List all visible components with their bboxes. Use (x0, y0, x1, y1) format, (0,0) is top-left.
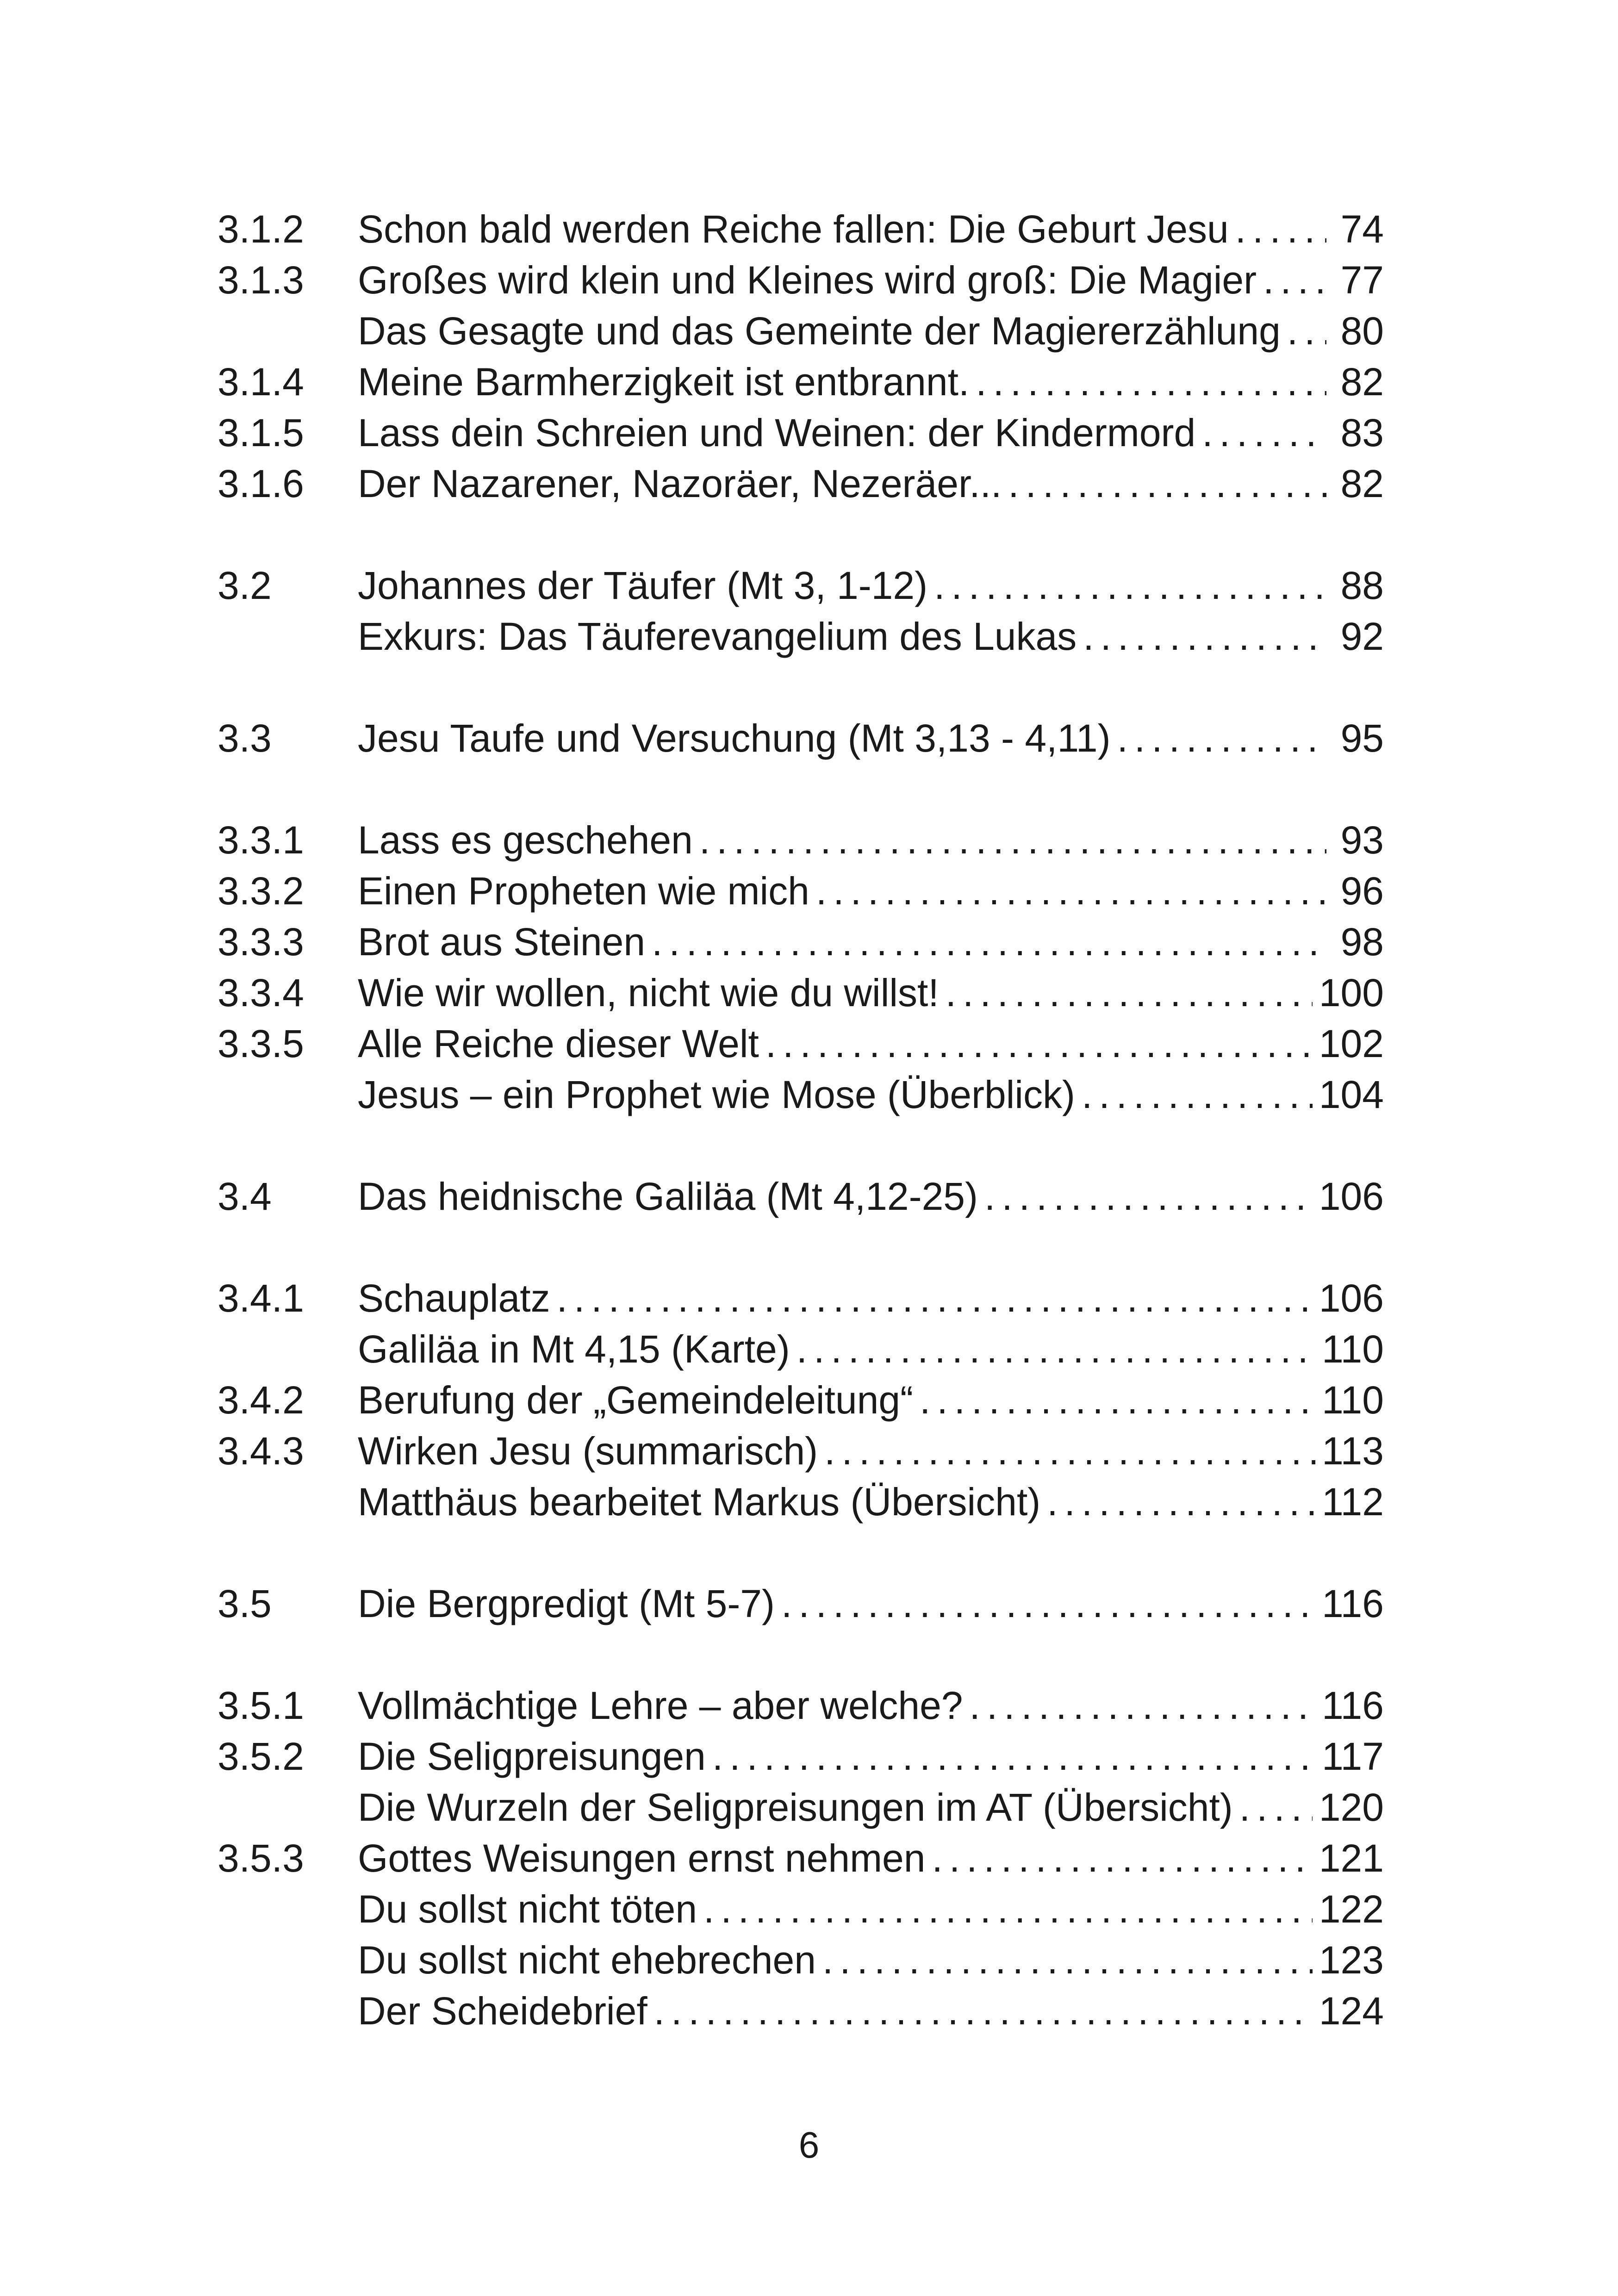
toc-entry-number: 3.2 (218, 564, 272, 607)
table-of-contents (218, 204, 1384, 2036)
toc-entry-title: Matthäus bearbeitet Markus (Übersicht) (358, 1480, 1041, 1524)
toc-entry-title: Einen Propheten wie mich (358, 869, 809, 913)
dot-leader (1047, 1476, 1315, 1527)
toc-entry-page: 82 (1340, 462, 1384, 505)
toc-entry (218, 1375, 1384, 1425)
toc-entry (218, 1884, 1384, 1935)
toc-entry-page: 83 (1340, 411, 1384, 454)
toc-entry-page: 117 (1322, 1735, 1384, 1778)
toc-entry-page: 93 (1340, 818, 1384, 862)
toc-entry-page: 113 (1322, 1429, 1384, 1473)
dot-leader (1202, 407, 1326, 458)
dot-leader (712, 1731, 1315, 1782)
toc-entry-title: Das heidnische Galiläa (Mt 4,12-25) (358, 1175, 978, 1218)
dot-leader (781, 1578, 1315, 1629)
dot-leader (824, 1425, 1315, 1476)
page-number: 6 (798, 2124, 820, 2165)
toc-entry-page: 116 (1322, 1684, 1384, 1727)
section-spacer (218, 1527, 1384, 1578)
toc-entry (218, 204, 1384, 255)
toc-entry-title: Der Scheidebrief (358, 1989, 647, 2033)
section-spacer (218, 1120, 1384, 1171)
toc-entry-title: Vollmächtige Lehre – aber welche? (358, 1684, 963, 1727)
dot-leader (703, 1884, 1313, 1935)
toc-entry (218, 356, 1384, 407)
toc-entry-page: 74 (1340, 207, 1384, 251)
toc-entry-page: 96 (1340, 869, 1384, 913)
toc-entry-page: 80 (1340, 309, 1384, 353)
toc-entry (218, 1985, 1384, 2036)
toc-entry-title: Du sollst nicht töten (358, 1887, 697, 1931)
toc-entry-number: 3.1.6 (218, 462, 304, 505)
toc-entry-title: Brot aus Steinen (358, 920, 646, 964)
toc-entry-number: 3.1.4 (218, 360, 304, 404)
toc-entry-title: Jesus – ein Prophet wie Mose (Überblick) (358, 1073, 1075, 1116)
toc-entry-page: 98 (1340, 920, 1384, 964)
toc-entry-title: Die Bergpredigt (Mt 5-7) (358, 1582, 775, 1625)
toc-entry-title: Meine Barmherzigkeit ist entbrannt. (358, 360, 970, 404)
toc-entry (218, 815, 1384, 865)
toc-entry-number: 3.4.3 (218, 1429, 304, 1473)
dot-leader (1239, 1782, 1313, 1833)
toc-entry-page: 102 (1319, 1022, 1384, 1065)
toc-entry-page: 88 (1340, 564, 1384, 607)
toc-entry-title: Das Gesagte und das Gemeinte der Magiererzählung (358, 309, 1281, 353)
toc-entry (218, 967, 1384, 1018)
toc-entry-number: 3.3 (218, 716, 272, 760)
toc-entry-page: 106 (1319, 1276, 1384, 1320)
toc-entry (218, 1731, 1384, 1782)
dot-leader (946, 967, 1313, 1018)
toc-entry-page: 112 (1322, 1480, 1384, 1524)
toc-entry-number: 3.5.2 (218, 1735, 304, 1778)
section-spacer (218, 509, 1384, 560)
dot-leader (797, 1324, 1315, 1375)
dot-leader (1235, 204, 1326, 255)
dot-leader (1287, 305, 1326, 356)
toc-entry-title: Schauplatz (358, 1276, 550, 1320)
toc-entry-number: 3.3.4 (218, 971, 304, 1014)
dot-leader (1117, 713, 1326, 764)
toc-entry (218, 458, 1384, 509)
toc-entry-title: Du sollst nicht ehebrechen (358, 1938, 816, 1982)
toc-entry-page: 124 (1319, 1989, 1384, 2033)
toc-entry (218, 1171, 1384, 1222)
toc-entry (218, 1833, 1384, 1884)
toc-entry-title: Exkurs: Das Täuferevangelium des Lukas (358, 615, 1077, 658)
toc-entry (218, 865, 1384, 916)
toc-entry (218, 255, 1384, 305)
dot-leader (1082, 1069, 1313, 1120)
toc-entry-number: 3.1.5 (218, 411, 304, 454)
toc-entry (218, 1324, 1384, 1375)
toc-entry-number: 3.5.3 (218, 1836, 304, 1880)
toc-entry (218, 560, 1384, 611)
toc-entry-page: 106 (1319, 1175, 1384, 1218)
section-spacer (218, 1629, 1384, 1680)
dot-leader (1263, 255, 1326, 305)
dot-leader (976, 356, 1326, 407)
toc-entry-page: 100 (1319, 971, 1384, 1014)
dot-leader (932, 1833, 1313, 1884)
toc-entry-number: 3.1.3 (218, 258, 304, 302)
toc-entry-page: 123 (1319, 1938, 1384, 1982)
toc-entry-number: 3.3.5 (218, 1022, 304, 1065)
toc-entry (218, 407, 1384, 458)
toc-entry-title: Wirken Jesu (summarisch) (358, 1429, 818, 1473)
toc-entry-number: 3.4.2 (218, 1378, 304, 1422)
toc-entry (218, 305, 1384, 356)
toc-entry-page: 77 (1340, 258, 1384, 302)
section-spacer (218, 662, 1384, 713)
dot-leader (699, 815, 1326, 865)
toc-entry-page: 82 (1340, 360, 1384, 404)
dot-leader (934, 560, 1326, 611)
toc-entry (218, 1782, 1384, 1833)
toc-entry-page: 92 (1340, 615, 1384, 658)
toc-entry-number: 3.3.1 (218, 818, 304, 862)
toc-entry-title: Lass es geschehen (358, 818, 693, 862)
toc-entry (218, 1069, 1384, 1120)
toc-entry-number: 3.5 (218, 1582, 272, 1625)
toc-entry-title: Galiläa in Mt 4,15 (Karte) (358, 1327, 790, 1371)
dot-leader (652, 916, 1326, 967)
toc-entry-title: Berufung der „Gemeindeleitung“ (358, 1378, 914, 1422)
toc-entry-page: 110 (1322, 1378, 1384, 1422)
toc-entry-page: 122 (1319, 1887, 1384, 1931)
toc-entry-page: 121 (1319, 1836, 1384, 1880)
toc-entry-title: Der Nazarener, Nazoräer, Nezeräer... (358, 462, 1002, 505)
toc-entry-title: Die Seligpreisungen (358, 1735, 706, 1778)
toc-entry-number: 3.4 (218, 1175, 272, 1218)
toc-entry (218, 1476, 1384, 1527)
toc-entry (218, 611, 1384, 662)
dot-leader (557, 1273, 1313, 1324)
dot-leader (920, 1375, 1315, 1425)
toc-entry-page: 104 (1319, 1073, 1384, 1116)
dot-leader (1083, 611, 1326, 662)
toc-entry-number: 3.5.1 (218, 1684, 304, 1727)
toc-entry-title: Wie wir wollen, nicht wie du willst! (358, 971, 939, 1014)
toc-entry-page: 116 (1322, 1582, 1384, 1625)
toc-entry (218, 1273, 1384, 1324)
toc-entry-page: 95 (1340, 716, 1384, 760)
toc-entry (218, 1680, 1384, 1731)
section-spacer (218, 1222, 1384, 1273)
section-spacer (218, 764, 1384, 815)
toc-entry-title: Gottes Weisungen ernst nehmen (358, 1836, 926, 1880)
dot-leader (816, 865, 1326, 916)
toc-entry-title: Großes wird klein und Kleines wird groß: Die Magier (358, 258, 1257, 302)
toc-entry-title: Jesu Taufe und Versuchung (Mt 3,13 - 4,11) (358, 716, 1111, 760)
toc-entry-title: Schon bald werden Reiche fallen: Die Geburt Jesu (358, 207, 1229, 251)
toc-entry-title: Johannes der Täufer (Mt 3, 1-12) (358, 564, 928, 607)
dot-leader (984, 1171, 1313, 1222)
toc-entry-title: Alle Reiche dieser Welt (358, 1022, 759, 1065)
toc-entry-number: 3.1.2 (218, 207, 304, 251)
toc-entry (218, 1578, 1384, 1629)
dot-leader (970, 1680, 1316, 1731)
toc-entry (218, 713, 1384, 764)
dot-leader (654, 1985, 1313, 2036)
toc-entry (218, 1018, 1384, 1069)
dot-leader (765, 1018, 1313, 1069)
dot-leader (1008, 458, 1326, 509)
toc-entry-number: 3.4.1 (218, 1276, 304, 1320)
toc-entry-number: 3.3.2 (218, 869, 304, 913)
toc-entry-number: 3.3.3 (218, 920, 304, 964)
toc-entry-title: Lass dein Schreien und Weinen: der Kindermord (358, 411, 1196, 454)
toc-entry-title: Die Wurzeln der Seligpreisungen im AT (Übersicht) (358, 1786, 1233, 1829)
toc-entry (218, 916, 1384, 967)
toc-entry (218, 1425, 1384, 1476)
dot-leader (822, 1935, 1313, 1985)
toc-entry-page: 110 (1322, 1327, 1384, 1371)
toc-entry (218, 1935, 1384, 1985)
toc-entry-page: 120 (1319, 1786, 1384, 1829)
